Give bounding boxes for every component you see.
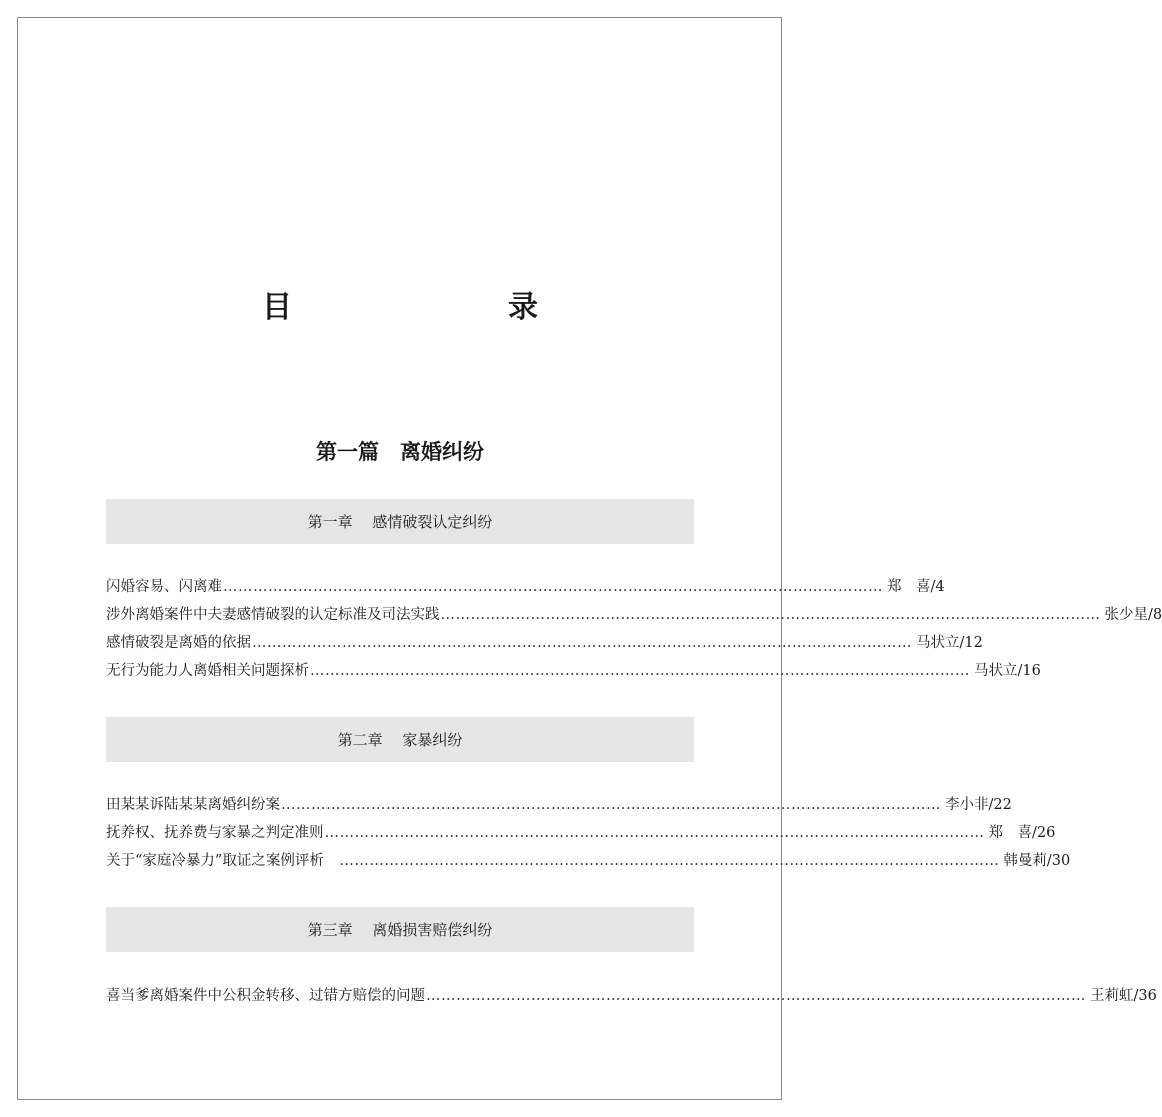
toc-entry[interactable]: [106, 821, 1056, 849]
chapter-label: 第一章 感情破裂认定纠纷: [307, 513, 493, 531]
toc-entry[interactable]: [106, 793, 1012, 821]
entry-separator: /: [930, 579, 936, 595]
entry-separator: /: [1017, 663, 1023, 679]
leader-dots: ……………………………………………………………………………………………………………………: [440, 607, 1101, 623]
entry-author: 郑 喜: [988, 825, 1032, 841]
entry-title: 感情破裂是离婚的依据: [106, 635, 251, 651]
part-title: 第一篇 离婚纠纷: [316, 440, 484, 464]
toc-entry[interactable]: [106, 631, 983, 659]
entry-author: 王莉虹: [1090, 988, 1134, 1004]
entry-separator: /: [1032, 825, 1037, 841]
chapter-3-entries: [106, 984, 1157, 1012]
toc-entry[interactable]: [106, 603, 1162, 631]
entry-separator: /: [988, 797, 994, 813]
chapter-2-entries: [106, 793, 1071, 877]
toc-entry[interactable]: [106, 659, 1041, 687]
entry-title: 涉外离婚案件中夫妻感情破裂的认定标准及司法实践: [106, 607, 440, 623]
entry-separator: /: [1148, 607, 1153, 623]
toc-entry[interactable]: [106, 575, 945, 603]
entry-author: 郑 喜: [887, 579, 931, 595]
entry-page: 4: [935, 579, 945, 595]
leader-dots: ……………………………………………………………………………………………………………………: [324, 825, 985, 841]
chapter-heading-1: [106, 499, 694, 544]
entry-author: 马状立: [916, 635, 960, 651]
entry-author: 韩曼莉: [1003, 853, 1047, 869]
entry-title: 抚养权、抚养费与家暴之判定准则: [106, 825, 324, 841]
toc-entry[interactable]: [106, 984, 1157, 1012]
leader-dots: ……………………………………………………………………………………………………………………: [339, 853, 1000, 869]
entry-page: 16: [1022, 663, 1041, 679]
entry-title: 闪婚容易、闪离难: [106, 579, 222, 595]
page-title: 目 录: [262, 290, 590, 325]
entry-page: 8: [1152, 607, 1162, 623]
leader-dots: ……………………………………………………………………………………………………………………: [252, 635, 912, 651]
leader-dots: ……………………………………………………………………………………………………………………: [281, 797, 941, 813]
entry-author: 马状立: [974, 663, 1018, 679]
entry-title: 喜当爹离婚案件中公积金转移、过错方赔偿的问题: [106, 988, 425, 1004]
chapter-label: 第二章 家暴纠纷: [337, 731, 463, 749]
entry-title: 关于“家庭冷暴力”取证之案例评析: [106, 853, 339, 869]
chapter-label: 第三章 离婚损害赔偿纠纷: [307, 921, 493, 939]
leader-dots: ……………………………………………………………………………………………………………………: [426, 988, 1086, 1004]
entry-page: 26: [1036, 825, 1056, 841]
entry-title: 无行为能力人离婚相关问题探析: [106, 663, 309, 679]
entry-page: 36: [1138, 988, 1157, 1004]
entry-page: 12: [964, 635, 983, 651]
entry-page: 22: [993, 797, 1012, 813]
entry-separator: /: [1046, 853, 1052, 869]
chapter-heading-2: [106, 717, 694, 762]
chapter-1-entries: [106, 575, 1162, 687]
chapter-heading-3: [106, 907, 694, 952]
leader-dots: ……………………………………………………………………………………………………………………: [310, 663, 970, 679]
entry-title: 田某某诉陆某某离婚纠纷案: [106, 797, 280, 813]
entry-separator: /: [959, 635, 965, 651]
entry-page: 30: [1051, 853, 1071, 869]
leader-dots: ……………………………………………………………………………………………………………………: [223, 579, 883, 595]
toc-entry[interactable]: [106, 849, 1071, 877]
entry-separator: /: [1133, 988, 1139, 1004]
entry-author: 张少星: [1104, 607, 1148, 623]
entry-author: 李小非: [945, 797, 989, 813]
